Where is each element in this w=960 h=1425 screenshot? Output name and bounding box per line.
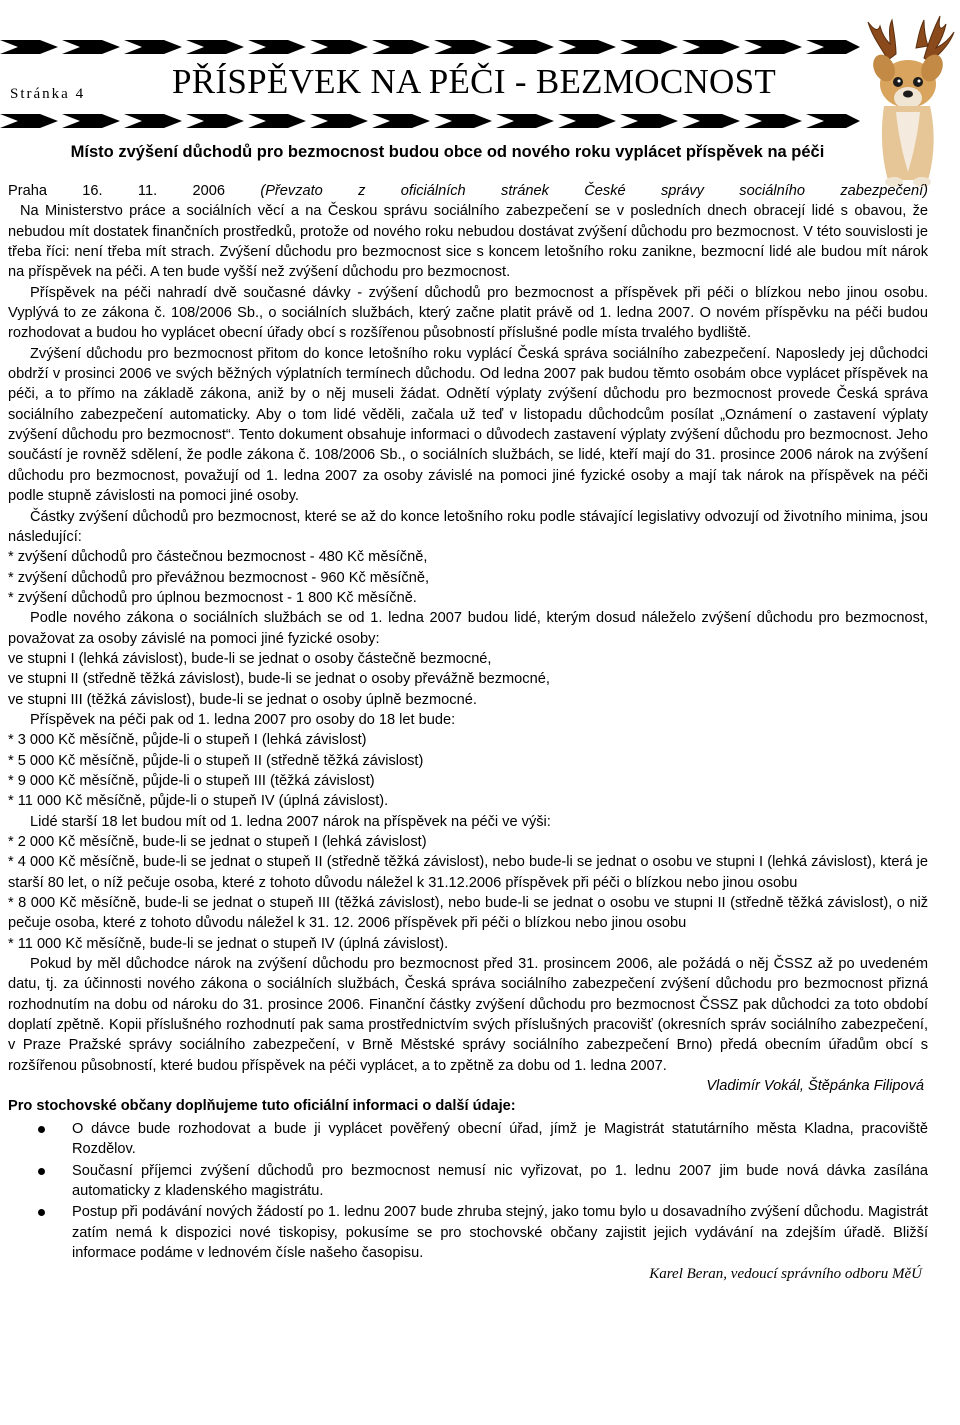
- paragraph-over-18: Lidé starší 18 let budou mít od 1. ledna 2007 nárok na příspěvek na péči ve výši:: [30, 813, 551, 830]
- list-item: * zvýšení důchodů pro částečnou bezmocnost - 480 Kč měsíčně,: [8, 549, 428, 566]
- paragraph-replacement: Příspěvek na péči nahradí dvě současné dávky - zvýšení důchodů pro bezmocnost a příspěvek při péči o blízkou nebo jinou osobu. Vyplývá to ze zákona č. 108/2006 Sb., o sociálních službách, který začne platit právě od 1. ledna 2007. O novém příspěvku na péči budou rozhodovat a budou ho vyplácet obecní úřady obcí s rozšířenou působností příslušné podle místa trvalého bydliště.: [8, 284, 928, 342]
- list-item: * 2 000 Kč měsíčně, bude-li se jednat o stupeň I (lehká závislost): [8, 834, 427, 850]
- page-title: PŘÍSPĚVEK NA PÉČI - BEZMOCNOST: [172, 62, 777, 101]
- arrow-band-bottom-icon: [0, 112, 860, 130]
- editor-signature: Karel Beran, vedoucí správního odboru MěÚ: [649, 1266, 922, 1283]
- reindeer-dog-icon: [858, 2, 958, 192]
- bullet-icon: [38, 1168, 45, 1175]
- list-item: * 4 000 Kč měsíčně, bude-li se jednat o stupeň II (středně těžká závislost), nebo bude-li se jednat o osobu ve stupni I (lehká závislost), která je starší 80 let, o níž pečuje osoba, které z tohoto důvodu náležel k 31.12.2006 příspěvek při péči o blízkou nebo jinou osobu: [8, 854, 928, 891]
- dateline-paragraph: [8, 181, 928, 201]
- list-item: * 5 000 Kč měsíčně, půjde-li o stupeň II (středně těžká závislost): [8, 752, 424, 769]
- addendum-heading: Pro stochovské občany doplňujeme tuto oficiální informaci o další údaje:: [8, 1098, 516, 1115]
- list-item: [8, 1119, 928, 1160]
- list-item: ve stupni II (středně těžká závislost), bude-li se jednat o osoby převážně bezmocné,: [8, 671, 550, 688]
- arrow-band-top-icon: [0, 38, 860, 56]
- page-header: [0, 0, 960, 140]
- bullet-text: O dávce bude rozhodovat a bude ji vyplácet pověřený obecní úřad, jímž je Magistrát statutárního města Kladna, pracoviště Rozdělov.: [72, 1120, 928, 1158]
- dateline: Praha 16. 11. 2006: [8, 183, 225, 199]
- list-item: [8, 1161, 928, 1202]
- page-label: Stránka 4: [10, 86, 86, 102]
- paragraph-payment: Zvýšení důchodu pro bezmocnost přitom do konce letošního roku vyplácí Česká správa sociálního zabezpečení. Naposledy jej důchodci obdrží v prosinci 2006 ve svých běžných výplatních termínech důchodu. Od ledna 2007 pak budou těmto osobám obce vyplácet příspěvek na péči, a to přímo na základě zákona, aniž by o něj museli žádat. Odnětí výplaty zvýšení důchodu pro bezmocnost provede Česká správa sociálního zabezpečení automaticky. Aby o tom lidé věděli, začala už teď v listopadu důchodcům posílat „Oznámení o zastavení výplaty zvýšení důchodu pro bezmocnost“. Tento dokument obsahuje informaci o důvodech zastavení výplaty zvýšení důchodu pro bezmocnost. Jeho součástí je rovněž sdělení, že podle zákona č. 108/2006 Sb., o sociálních službách, se lidé, kteří mají do 31. prosince 2006 nárok na zvýšení důchodu pro bezmocnost, považují od 1. ledna 2007 za osoby závislé na pomoci jiné fyzické osoby a mají tak nárok na příspěvek na péči podle stupně závislosti na pomoci jiné osoby.: [8, 345, 928, 505]
- bullet-text: Postup při podávání nových žádostí po 1. lednu 2007 bude zhruba stejný, jako tomu bylo u dosavadního zvýšení důchodu. Magistrát zatím nemá k dispozici nové tiskopisy, pokusíme se pro stochovské občany zajistit jejich vydávání na zdejším úřadě. Bližší informace podáme v lednovém čísle našeho časopisu.: [72, 1204, 928, 1261]
- bullet-icon: [38, 1209, 45, 1216]
- list-item: ve stupni III (těžká závislost), bude-li se jednat o osoby úplně bezmocné.: [8, 691, 477, 708]
- list-item: * 11 000 Kč měsíčně, bude-li se jednat o stupeň IV (úplná závislost).: [8, 935, 449, 952]
- paragraph-new-law: Podle nového zákona o sociálních službách se od 1. ledna 2007 budou lidé, kterým dosud náleželo zvýšení důchodu pro bezmocnost, považovat za osoby závislé na pomoci jiné fyzické osoby:: [8, 610, 928, 647]
- paragraph-amounts: Částky zvýšení důchodů pro bezmocnost, které se až do konce letošního roku podle stávající legislativy odvozují od životního minima, jsou následující:: [8, 508, 928, 545]
- author-signature: Vladimír Vokál, Štěpánka Filipová: [706, 1078, 924, 1095]
- bullet-text: Současní příjemci zvýšení důchodů pro bezmocnost nemusí nic vyřizovat, po 1. lednu 2007 jim bude nová dávka zasílána automaticky z kladenského magistrátu.: [72, 1162, 928, 1199]
- article-headline: Místo zvýšení důchodů pro bezmocnost budou obce od nového roku vyplácet příspěvek na péči: [70, 143, 825, 161]
- addendum-list: [8, 1119, 928, 1263]
- article-body: [8, 181, 928, 1285]
- list-item: ve stupni I (lehká závislost), bude-li se jednat o osoby částečně bezmocné,: [8, 650, 492, 667]
- list-item: * 8 000 Kč měsíčně, bude-li se jednat o stupeň III (těžká závislost), nebo bude-li se jednat o osobu ve stupni II (středně těžká závislost), o niž pečuje osoba, které z tohoto důvodu náležel k 31. 12. 2006 příspěvek při péči o blízkou nebo jinou osobu: [8, 895, 928, 932]
- paragraph-intro: Na Ministerstvo práce a sociálních věcí a na Českou správu sociálního zabezpečení se v posledních dnech obracejí lidé s obavou, že nebudou mít dostatek finančních prostředků, protože od nového roku nebudou dostávat zvýšení důchodu pro bezmocnost. V této souvislosti je třeba říci: není třeba mít strach. Zvýšení důchodu pro bezmocnost sice s koncem letošního roku zanikne, bezmocní lidé ale budou mít nárok na příspěvek na péči. A ten bude vyšší než zvýšení důchodu pro bezmocnost.: [8, 203, 928, 281]
- list-item: * zvýšení důchodů pro převážnou bezmocnost - 960 Kč měsíčně,: [8, 569, 430, 586]
- list-item: * 11 000 Kč měsíčně, půjde-li o stupeň IV (úplná závislost).: [8, 793, 389, 810]
- bullet-icon: [38, 1126, 45, 1133]
- paragraph-under-18: Příspěvek na péči pak od 1. ledna 2007 pro osoby do 18 let bude:: [30, 711, 456, 728]
- list-item: [8, 1202, 928, 1263]
- list-item: * 3 000 Kč měsíčně, půjde-li o stupeň I (lehká závislost): [8, 732, 367, 749]
- source-note: (Převzato z oficiálních stránek České správy sociálního zabezpečení): [260, 183, 928, 199]
- list-item: * 9 000 Kč měsíčně, půjde-li o stupeň III (těžká závislost): [8, 772, 375, 789]
- list-item: * zvýšení důchodů pro úplnou bezmocnost - 1 800 Kč měsíčně.: [8, 589, 417, 606]
- paragraph-late-claim: Pokud by měl důchodce nárok na zvýšení důchodu pro bezmocnost před 31. prosincem 2006, ale požádá o něj ČSSZ až po uvedeném datu, tj. za účinnosti nového zákona o sociálních službách, Česká správa sociálního zabezpečení zvýšení důchodu pro bezmocnost přizná rozhodnutím na dobu od nároku do 31. prosince 2006. Finanční částky zvýšení důchodu pro bezmocnost ČSSZ pak důchodci za toto období doplatí zpětně. Kopii příslušného rozhodnutí pak sama prostřednictvím svých příslušných pracovišť (okresních správ sociálního zabezpečení, v Praze Pražské správy sociálního zabezpečení, v Brně Městské správy sociálního zabezpečení Brno) předá obecním úřadům obcí s rozšířenou působností, které budou příspěvek na péči vyplácet, a to zpětně za dobu od 1. ledna 2007.: [8, 956, 928, 1074]
